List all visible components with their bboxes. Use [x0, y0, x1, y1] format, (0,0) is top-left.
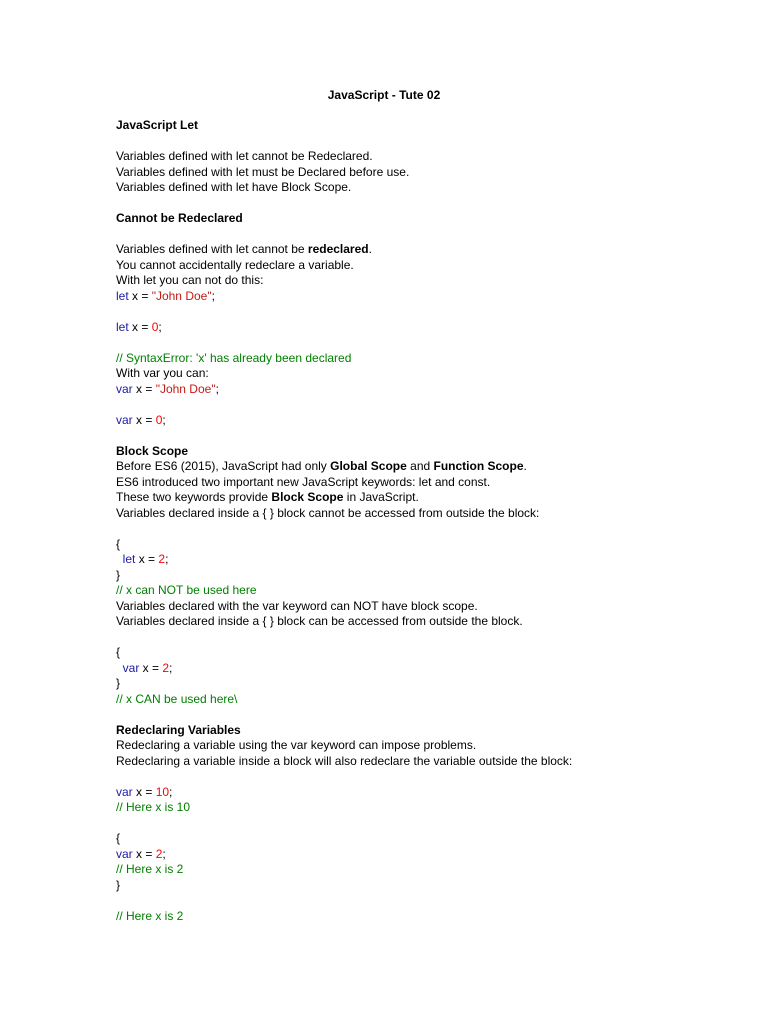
- code-text: ;: [165, 552, 169, 566]
- code-text: x =: [132, 846, 156, 861]
- text-segment: These two keywords provide: [116, 490, 272, 504]
- code-line: [116, 785, 736, 801]
- code-text: x =: [135, 552, 159, 566]
- redeclare-paragraph: [116, 242, 736, 258]
- paragraph-line: You cannot accidentally redeclare a variable.: [116, 257, 354, 272]
- code-keyword: var: [116, 381, 133, 396]
- spacer: [116, 893, 736, 909]
- code-text: x =: [132, 784, 156, 799]
- code-comment: // Here x is 2: [116, 862, 184, 876]
- document-body: [116, 118, 736, 924]
- code-number: 2: [155, 846, 163, 861]
- code-number: 0: [155, 412, 163, 427]
- code-keyword: let: [116, 288, 129, 303]
- paragraph-line: With let you can not do this:: [116, 273, 264, 287]
- spacer: [116, 707, 736, 723]
- code-line: [116, 847, 736, 863]
- spacer: [116, 630, 736, 646]
- bold-text: Function Scope: [433, 459, 524, 473]
- code-line: [116, 552, 736, 568]
- bold-text: redeclared: [307, 242, 369, 256]
- block-paragraph: [116, 490, 736, 506]
- spacer: [116, 521, 736, 537]
- code-indent: [116, 552, 123, 566]
- text-segment: and: [406, 459, 434, 473]
- text-segment: .: [523, 459, 527, 473]
- code-keyword: var: [116, 846, 133, 861]
- code-line: [116, 661, 736, 677]
- spacer: [116, 397, 736, 413]
- bold-text: Block Scope: [271, 490, 344, 504]
- code-text: ;: [158, 319, 162, 334]
- code-keyword: var: [116, 784, 133, 799]
- paragraph-line: With var you can:: [116, 366, 209, 380]
- code-comment: // SyntaxError: 'x' has already been declared: [116, 350, 352, 365]
- spacer: [116, 335, 736, 351]
- let-point: Variables defined with let must be Declared before use.: [116, 164, 410, 179]
- code-text: x =: [128, 288, 152, 303]
- let-point: Variables defined with let cannot be Redeclared.: [116, 149, 373, 163]
- code-text: ;: [215, 381, 219, 396]
- code-line: [116, 320, 736, 336]
- code-brace: {: [116, 645, 121, 659]
- code-text: ;: [211, 288, 215, 303]
- spacer: [116, 769, 736, 785]
- spacer: [116, 196, 736, 212]
- code-brace: {: [116, 831, 121, 845]
- redeclare-heading: Cannot be Redeclared: [116, 211, 243, 225]
- code-keyword: var: [116, 412, 133, 427]
- code-brace: {: [116, 536, 121, 551]
- code-comment: // x CAN be used here\: [116, 691, 238, 706]
- code-brace: }: [116, 567, 121, 582]
- code-brace: }: [116, 676, 121, 690]
- code-number: 10: [155, 784, 170, 799]
- code-brace: }: [116, 877, 121, 892]
- code-number: 2: [158, 552, 166, 566]
- code-text: ;: [169, 784, 173, 799]
- code-text: ;: [162, 412, 166, 427]
- text-segment: Before ES6 (2015), JavaScript had only: [116, 459, 331, 473]
- paragraph-line: Variables declared with the var keyword can NOT have block scope.: [116, 598, 478, 613]
- let-heading: JavaScript Let: [116, 118, 199, 132]
- code-keyword: let: [116, 319, 129, 334]
- block-scope-heading: Block Scope: [116, 443, 189, 458]
- code-text: x =: [128, 319, 152, 334]
- redeclaring-heading: Redeclaring Variables: [116, 722, 241, 737]
- spacer: [116, 134, 736, 150]
- text-segment: in JavaScript.: [343, 490, 419, 504]
- code-comment: // Here x is 2: [116, 908, 184, 923]
- code-text: ;: [162, 846, 166, 861]
- code-text: x =: [132, 381, 156, 396]
- spacer: [116, 227, 736, 243]
- spacer: [116, 816, 736, 832]
- code-keyword: let: [122, 552, 136, 566]
- code-line: [116, 289, 736, 305]
- code-text: x =: [132, 412, 156, 427]
- text-segment: .: [368, 242, 372, 256]
- code-string: "John Doe": [155, 381, 216, 396]
- code-number: 0: [151, 319, 159, 334]
- code-text: ;: [169, 660, 173, 675]
- code-comment: // x can NOT be used here: [116, 583, 257, 597]
- bold-text: Global Scope: [330, 459, 407, 473]
- code-indent: [116, 661, 123, 675]
- code-keyword: var: [122, 660, 140, 675]
- paragraph-line: Variables declared inside a { } block can be accessed from outside the block.: [116, 614, 523, 628]
- code-line: [116, 382, 736, 398]
- let-point: Variables defined with let have Block Scope.: [116, 180, 352, 194]
- code-string: "John Doe": [151, 288, 212, 303]
- page-title: JavaScript - Tute 02: [327, 88, 441, 102]
- code-text: x =: [139, 660, 163, 675]
- code-number: 2: [162, 660, 170, 675]
- paragraph-line: Redeclaring a variable inside a block will also redeclare the variable outside the block:: [116, 753, 573, 768]
- paragraph-line: Variables declared inside a { } block cannot be accessed from outside the block:: [116, 505, 540, 520]
- spacer: [116, 304, 736, 320]
- text-segment: Variables defined with let cannot be: [116, 242, 308, 256]
- code-comment: // Here x is 10: [116, 800, 191, 814]
- spacer: [116, 428, 736, 444]
- paragraph-line: ES6 introduced two important new JavaScript keywords: let and const.: [116, 474, 491, 489]
- paragraph-line: Redeclaring a variable using the var keyword can impose problems.: [116, 738, 477, 752]
- code-line: [116, 413, 736, 429]
- block-paragraph: [116, 459, 736, 475]
